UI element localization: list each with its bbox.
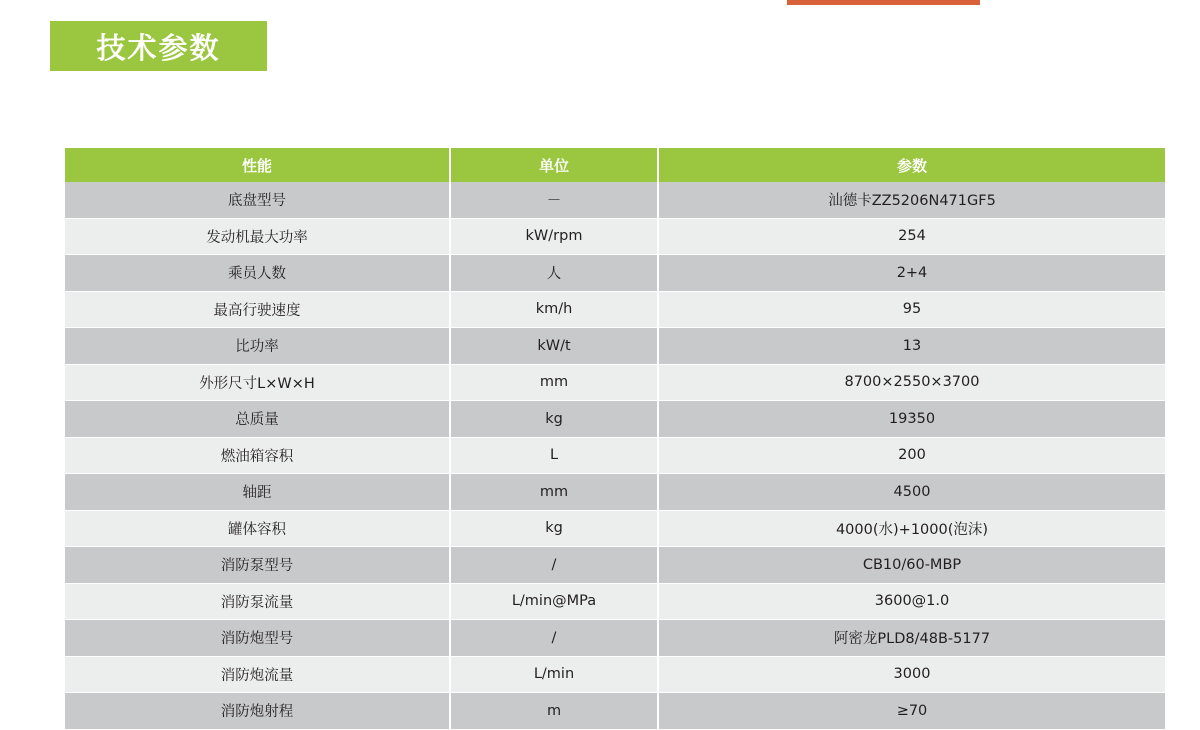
row-label: 燃油箱容积	[65, 437, 450, 474]
row-unit: L/min@MPa	[450, 583, 658, 620]
row-value: 4000(水)+1000(泡沫)	[658, 510, 1165, 547]
row-label: 罐体容积	[65, 510, 450, 547]
row-label: 消防泵型号	[65, 547, 450, 584]
row-value: 阿密龙PLD8/48B-5177	[658, 620, 1165, 657]
row-unit: 人	[450, 255, 658, 292]
row-label: 乘员人数	[65, 255, 450, 292]
page-title: 技术参数	[96, 30, 221, 65]
table-row	[65, 255, 1165, 292]
table-row	[65, 364, 1165, 401]
table-row	[65, 291, 1165, 328]
table-body	[65, 182, 1165, 729]
row-value: ≥70	[658, 693, 1165, 730]
table-row	[65, 328, 1165, 365]
row-label: 最高行驶速度	[65, 291, 450, 328]
table-row	[65, 656, 1165, 693]
row-unit: kg	[450, 401, 658, 438]
table-row	[65, 510, 1165, 547]
row-value: 3000	[658, 656, 1165, 693]
row-unit: L	[450, 437, 658, 474]
row-unit: /	[450, 547, 658, 584]
table-row	[65, 182, 1165, 218]
row-label: 比功率	[65, 328, 450, 365]
row-label: 消防炮射程	[65, 693, 450, 730]
row-label: 总质量	[65, 401, 450, 438]
table-row	[65, 437, 1165, 474]
row-value: 4500	[658, 474, 1165, 511]
row-unit: mm	[450, 474, 658, 511]
row-unit: mm	[450, 364, 658, 401]
row-value: 254	[658, 218, 1165, 255]
table-row	[65, 474, 1165, 511]
row-value: 8700×2550×3700	[658, 364, 1165, 401]
row-unit: －	[450, 182, 658, 218]
row-value: CB10/60-MBP	[658, 547, 1165, 584]
row-unit: m	[450, 693, 658, 730]
row-unit: L/min	[450, 656, 658, 693]
row-unit: km/h	[450, 291, 658, 328]
row-value: 95	[658, 291, 1165, 328]
row-value: 19350	[658, 401, 1165, 438]
row-label: 消防炮型号	[65, 620, 450, 657]
row-unit: kg	[450, 510, 658, 547]
row-value: 2+4	[658, 255, 1165, 292]
row-value: 200	[658, 437, 1165, 474]
row-unit: kW/t	[450, 328, 658, 365]
row-value: 13	[658, 328, 1165, 365]
row-value: 3600@1.0	[658, 583, 1165, 620]
column-header-parameter: 参数	[658, 148, 1165, 182]
table-row	[65, 401, 1165, 438]
row-label: 轴距	[65, 474, 450, 511]
row-label: 发动机最大功率	[65, 218, 450, 255]
row-label: 外形尺寸L×W×H	[65, 364, 450, 401]
column-header-unit: 单位	[450, 148, 658, 182]
row-unit: kW/rpm	[450, 218, 658, 255]
table-row	[65, 547, 1165, 584]
table-row	[65, 583, 1165, 620]
table-row	[65, 620, 1165, 657]
top-accent-bar	[787, 0, 980, 5]
row-value: 汕德卡ZZ5206N471GF5	[658, 182, 1165, 218]
row-label: 底盘型号	[65, 182, 450, 218]
table-header	[65, 148, 1165, 182]
column-header-performance: 性能	[65, 148, 450, 182]
row-label: 消防炮流量	[65, 656, 450, 693]
row-unit: /	[450, 620, 658, 657]
page-title-badge	[50, 21, 267, 71]
row-label: 消防泵流量	[65, 583, 450, 620]
specifications-table	[65, 148, 1165, 730]
table-row	[65, 693, 1165, 730]
table-row	[65, 218, 1165, 255]
table-header-row	[65, 148, 1165, 182]
